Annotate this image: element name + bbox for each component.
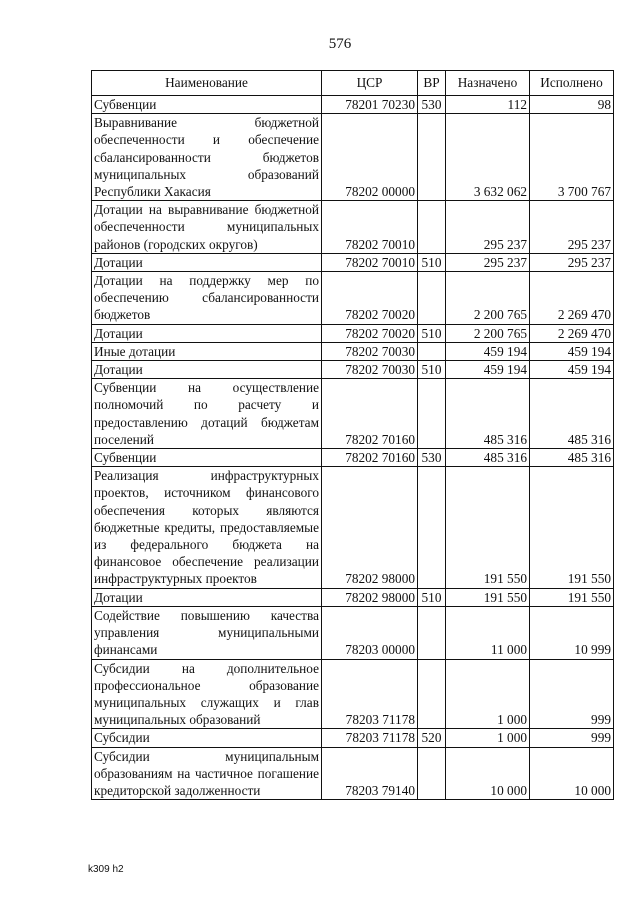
row-planned: 191 550 xyxy=(446,588,530,606)
header-planned: Назначено xyxy=(446,71,530,96)
table-row xyxy=(92,467,614,588)
row-planned: 485 316 xyxy=(446,379,530,449)
row-csr: 78202 70010 xyxy=(322,201,418,254)
row-executed: 10 999 xyxy=(530,606,614,659)
row-vr xyxy=(418,114,446,201)
row-planned: 1 000 xyxy=(446,659,530,729)
row-vr xyxy=(418,342,446,360)
row-vr: 510 xyxy=(418,253,446,271)
row-executed: 295 237 xyxy=(530,201,614,254)
row-executed: 485 316 xyxy=(530,449,614,467)
row-csr: 78203 00000 xyxy=(322,606,418,659)
row-name: Дотации xyxy=(92,588,322,606)
row-csr: 78202 70020 xyxy=(322,272,418,325)
row-vr xyxy=(418,467,446,588)
row-csr: 78203 79140 xyxy=(322,747,418,800)
table-row xyxy=(92,361,614,379)
row-name: Субсидии xyxy=(92,729,322,747)
row-executed: 3 700 767 xyxy=(530,114,614,201)
row-vr xyxy=(418,659,446,729)
row-csr: 78202 70030 xyxy=(322,361,418,379)
row-executed: 98 xyxy=(530,96,614,114)
row-executed: 10 000 xyxy=(530,747,614,800)
row-csr: 78202 98000 xyxy=(322,467,418,588)
row-name: Дотации на выравнивание бюджетной обеспеченности муниципальных районов (городских округов) xyxy=(92,201,322,254)
header-name: Наименование xyxy=(92,71,322,96)
row-name: Дотации на поддержку мер по обеспечению сбалансированности бюджетов xyxy=(92,272,322,325)
table-row xyxy=(92,729,614,747)
row-csr: 78202 00000 xyxy=(322,114,418,201)
row-name: Содействие повышению качества управления муниципальными финансами xyxy=(92,606,322,659)
row-executed: 2 269 470 xyxy=(530,324,614,342)
row-planned: 459 194 xyxy=(446,342,530,360)
row-csr: 78202 70020 xyxy=(322,324,418,342)
budget-table xyxy=(91,70,614,800)
table-row xyxy=(92,324,614,342)
row-planned: 485 316 xyxy=(446,449,530,467)
row-executed: 999 xyxy=(530,729,614,747)
row-planned: 112 xyxy=(446,96,530,114)
row-planned: 2 200 765 xyxy=(446,272,530,325)
row-name: Субсидии на дополнительное профессиональное образование муниципальных служащих и глав муниципальных образований xyxy=(92,659,322,729)
row-name: Реализация инфраструктурных проектов, источником финансового обеспечения которых являются бюджетные кредиты, предоставляемые из федерального бюджета на финансовое обеспечение реализации инфраструктурных проектов xyxy=(92,467,322,588)
row-csr: 78202 98000 xyxy=(322,588,418,606)
table-row xyxy=(92,588,614,606)
row-executed: 295 237 xyxy=(530,253,614,271)
row-vr xyxy=(418,747,446,800)
header-vr: ВР xyxy=(418,71,446,96)
row-planned: 10 000 xyxy=(446,747,530,800)
row-executed: 191 550 xyxy=(530,467,614,588)
table-row xyxy=(92,379,614,449)
row-planned: 3 632 062 xyxy=(446,114,530,201)
row-vr: 510 xyxy=(418,361,446,379)
table-row xyxy=(92,606,614,659)
table-row xyxy=(92,201,614,254)
table-row xyxy=(92,114,614,201)
row-vr: 510 xyxy=(418,324,446,342)
table-header-row xyxy=(92,71,614,96)
row-planned: 295 237 xyxy=(446,201,530,254)
row-name: Дотации xyxy=(92,324,322,342)
row-planned: 1 000 xyxy=(446,729,530,747)
row-vr: 530 xyxy=(418,449,446,467)
row-name: Субвенции xyxy=(92,449,322,467)
row-planned: 191 550 xyxy=(446,467,530,588)
row-vr: 510 xyxy=(418,588,446,606)
row-name: Иные дотации xyxy=(92,342,322,360)
row-vr xyxy=(418,201,446,254)
row-executed: 999 xyxy=(530,659,614,729)
row-vr: 520 xyxy=(418,729,446,747)
row-csr: 78201 70230 xyxy=(322,96,418,114)
row-name: Выравнивание бюджетной обеспеченности и обеспечение сбалансированности бюджетов муниципальных образований Республики Хакасия xyxy=(92,114,322,201)
row-executed: 485 316 xyxy=(530,379,614,449)
row-csr: 78202 70010 xyxy=(322,253,418,271)
row-csr: 78203 71178 xyxy=(322,729,418,747)
row-name: Дотации xyxy=(92,253,322,271)
table-row xyxy=(92,272,614,325)
row-executed: 459 194 xyxy=(530,361,614,379)
row-planned: 459 194 xyxy=(446,361,530,379)
row-planned: 295 237 xyxy=(446,253,530,271)
row-planned: 11 000 xyxy=(446,606,530,659)
row-name: Субвенции на осуществление полномочий по расчету и предоставлению дотаций бюджетам поселений xyxy=(92,379,322,449)
row-csr: 78202 70160 xyxy=(322,449,418,467)
table-row xyxy=(92,659,614,729)
row-csr: 78203 71178 xyxy=(322,659,418,729)
header-csr: ЦСР xyxy=(322,71,418,96)
table-row xyxy=(92,96,614,114)
table-row xyxy=(92,449,614,467)
header-executed: Исполнено xyxy=(530,71,614,96)
table-row xyxy=(92,342,614,360)
row-csr: 78202 70160 xyxy=(322,379,418,449)
row-vr: 530 xyxy=(418,96,446,114)
table-row xyxy=(92,253,614,271)
row-name: Субсидии муниципальным образованиям на частичное погашение кредиторской задолженности xyxy=(92,747,322,800)
row-vr xyxy=(418,272,446,325)
table-row xyxy=(92,747,614,800)
row-name: Дотации xyxy=(92,361,322,379)
row-name: Субвенции xyxy=(92,96,322,114)
row-planned: 2 200 765 xyxy=(446,324,530,342)
row-executed: 2 269 470 xyxy=(530,272,614,325)
row-vr xyxy=(418,379,446,449)
page-number: 576 xyxy=(328,36,352,52)
row-csr: 78202 70030 xyxy=(322,342,418,360)
row-executed: 191 550 xyxy=(530,588,614,606)
footer-code: k309 h2 xyxy=(88,864,124,875)
row-vr xyxy=(418,606,446,659)
row-executed: 459 194 xyxy=(530,342,614,360)
